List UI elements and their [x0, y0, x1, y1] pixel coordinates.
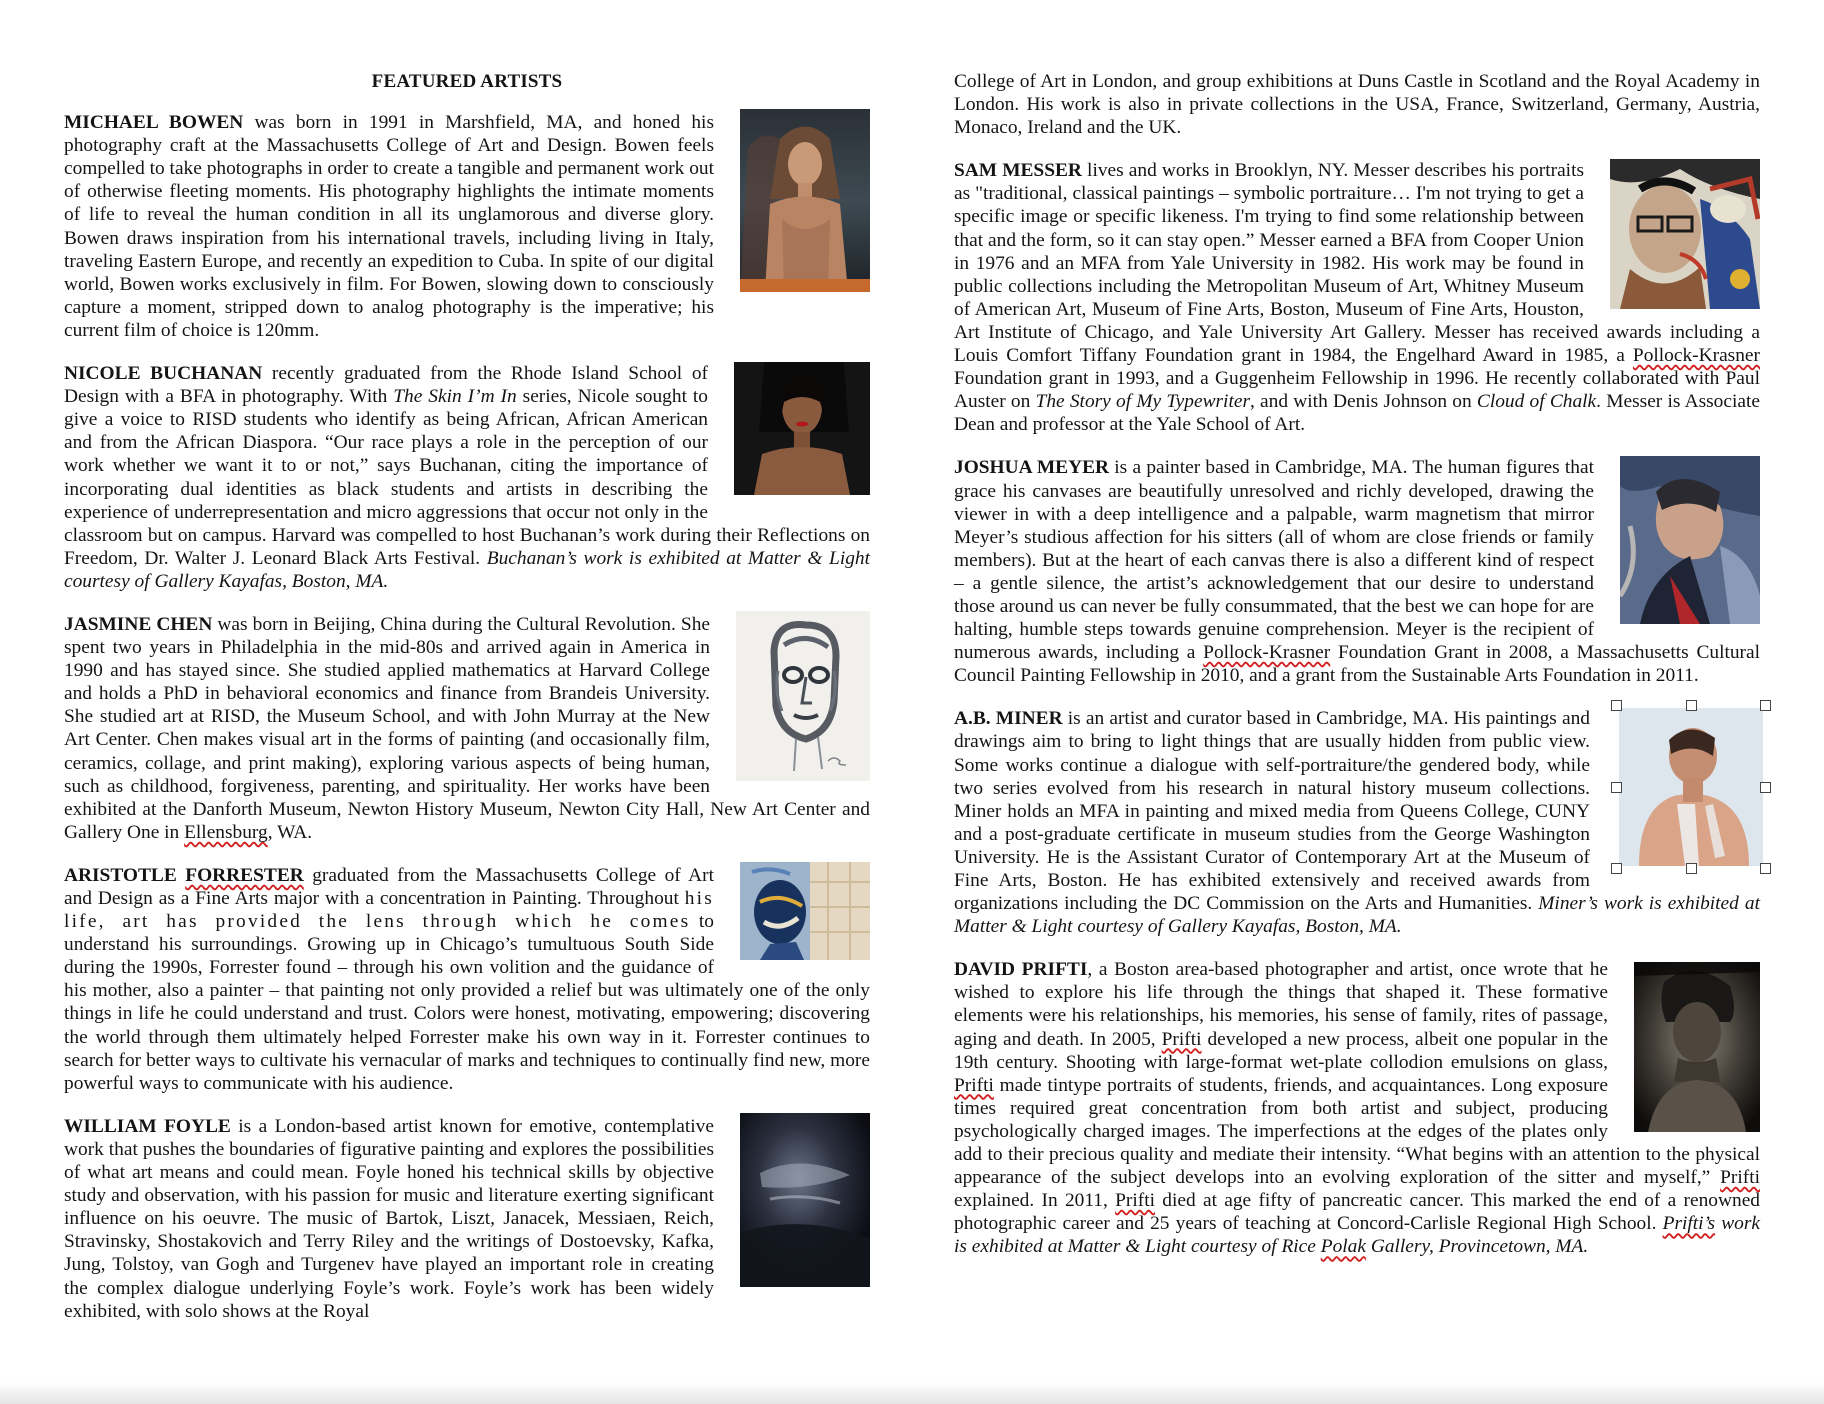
- artist-name-miner: A.B. MINER: [954, 708, 1063, 730]
- resize-handle-s[interactable]: [1686, 863, 1697, 874]
- bio-text-prifti-c: made tintype portraits of students, friends, and acquaintances. Long exposure times required great concentration from both artist and subject, producing psychologically charged images. The imperfections at the edges of the plates only add to their precious quality and mediate their intensity. “What begins with an attention to the physical appearance of the subject develops into an evolving exploration of the sitter and myself,”: [954, 1074, 1760, 1189]
- bio-text-forrester-a: graduated from the Massachusetts College of Art and Design as a Fine Arts major with a concentration in Painting. Throughout: [64, 864, 714, 909]
- bio-text-prifti-a: , a Boston area-based photographer and artist, once wrote that he wished to explore his life through the things that shaped it. These formative elements were his relationships, his memories, his sense of family, rites of passage, aging and death. In 2005,: [954, 959, 1609, 1050]
- bio-text-buchanan-b: series, Nicole sought to give a voice to RISD students who identify as being African, African American and from the African Diaspora. “Our race plays a role in the perception of our work whether we want it to or not,” says Buchanan, citing the importance of incorporating dual identities as black students and artists in describing the experience of underrepresentation and micro aggressions that occur not only in the classroom but on campus. Harvard was compelled to host Buchanan’s work during their Reflections on Freedom, Dr. Walter J. Leonard Black Arts Festival.: [64, 386, 870, 569]
- resize-handle-sw[interactable]: [1611, 863, 1622, 874]
- spellcheck-word-prifti-4[interactable]: Prifti: [1115, 1190, 1156, 1212]
- right-column: [954, 0, 1760, 1259]
- artist-name-buchanan: NICOLE BUCHANAN: [64, 363, 263, 385]
- artist-bio-miner: [954, 707, 1760, 938]
- resize-handle-ne[interactable]: [1760, 700, 1771, 711]
- photo-messer[interactable]: [1610, 159, 1760, 309]
- bio-text-meyer-b: Foundation Grant in 2008, a Massachusetts Cultural Council Painting Fellowship in 2010, and a grant from the Sustainable Arts Foundation in 2011.: [954, 642, 1760, 687]
- page-title: FEATURED ARTISTS: [371, 71, 563, 92]
- resize-handle-se[interactable]: [1760, 863, 1771, 874]
- spellcheck-word-pollock-krasner-2[interactable]: Pollock-Krasner: [1203, 642, 1331, 664]
- bio-text-forrester-b: to understand his surroundings. Growing up in Chicago’s tumultuous South Side during the 1990s, Forrester found – through his own volition and the guidance of his mother, also a painter – that painting not only provided a relief but was ultimately one of the only things in life he could understand and trust. Colors were honest, motivating, empowering; discovering the world through them ultimately helped Forrester make his own way in it. Forrester continues to search for better ways to cultivate his vernacular of marks and techniques to continually find new, more powerful ways to communicate with his audience.: [64, 911, 870, 1094]
- bio-text-chen-b: , WA.: [267, 821, 313, 843]
- bio-text-messer-b: Foundation grant in 1993, and a Guggenheim Fellowship in 1996. He recently collaborated with Paul Auster on: [954, 368, 1760, 413]
- photo-meyer[interactable]: [1620, 456, 1760, 624]
- artist-name-bowen: MICHAEL BOWEN: [64, 112, 244, 134]
- artist-bio-meyer: [954, 456, 1760, 687]
- book-title-cloud-of-chalk: Cloud of Chalk: [1476, 391, 1597, 413]
- artist-name-messer: SAM MESSER: [954, 160, 1082, 182]
- bio-text-foyle-continued: College of Art in London, and group exhibitions at Duns Castle in Scotland and the Royal Academy in London. His work is also in private collections in the USA, France, Switzerland, Germany, Austria, Monaco, Ireland and the UK.: [954, 71, 1760, 139]
- bio-text-bowen: was born in 1991 in Marshfield, MA, and honed his photography craft at the Massachusetts College of Art and Design. Bowen feels compelled to take photographs in order to create a tangible and permanent work out of otherwise fleeting moments. His photography highlights the intimate moments of life to reveal the human condition in all its unglamorous and diverse glory. Bowen draws inspiration from his international travels, including living in Italy, traveling Eastern Europe, and recently an expedition to Cuba. In spite of our digital world, Bowen works exclusively in film. For Bowen, slowing down to consciously capture a moment, stripped down to analog photography is the imperative; his current film of choice is 120mm.: [64, 112, 714, 341]
- artist-name-meyer: JOSHUA MEYER: [954, 457, 1110, 479]
- artist-name-chen: JASMINE CHEN: [64, 613, 213, 635]
- bio-text-chen-a: was born in Beijing, China during the Cultural Revolution. She spent two years in Philadelphia in the mid-80s and arrived again in America in 1990 and has stayed since. She studied applied mathematics at Harvard College and holds a PhD in behavioral economics and finance from Brandeis University. She studied art at RISD, the Museum School, and with John Murray at the New Art Center. Chen makes visual art in the forms of painting (and occasionally film, ceramics, collage, and print making), exploring various aspects of being human, such as childhood, forgiveness, parenting, and spirituality. Her works have been exhibited at the Danforth Museum, Newton History Museum, Newton City Hall, New Art Center and Gallery One in: [64, 613, 870, 843]
- bio-text-prifti-b: developed a new process, albeit one popular in the 19th century. Shooting with large-format wet-plate collodion emulsions on glass,: [954, 1028, 1609, 1073]
- credit-buchanan: Buchanan’s work is exhibited at Matter & Light courtesy of Gallery Kayafas, Boston, MA.: [64, 547, 870, 592]
- artist-name-foyle: WILLIAM FOYLE: [64, 1115, 231, 1137]
- spellcheck-word-forrester[interactable]: FORRESTER: [185, 864, 304, 886]
- bio-text-forrester-wide: his life, art has provided the lens through which he comes: [64, 888, 714, 933]
- left-column: [64, 0, 870, 1323]
- resize-handle-nw[interactable]: [1611, 700, 1622, 711]
- artist-bio-forrester: [64, 864, 870, 1095]
- photo-bowen[interactable]: [740, 109, 870, 292]
- artist-bio-messer: [954, 159, 1760, 436]
- series-title-buchanan: The Skin I’m In: [393, 386, 517, 408]
- photo-foyle[interactable]: [740, 1113, 870, 1287]
- page-bottom-edge: [0, 1382, 1824, 1404]
- artist-bio-buchanan: [64, 362, 870, 593]
- artist-bio-bowen: [64, 111, 870, 342]
- bio-text-prifti-d: explained. In 2011,: [954, 1190, 1116, 1212]
- photo-prifti[interactable]: [1634, 962, 1760, 1132]
- spellcheck-word-priftis[interactable]: Prifti’s: [1662, 1213, 1716, 1235]
- credit-prifti: Prifti’s work is exhibited at Matter & Light courtesy of Rice Polak Gallery, Provincetown, MA.: [954, 1213, 1760, 1258]
- bio-text-messer-d: . Messer is Associate Dean and professor at the Yale School of Art.: [954, 391, 1760, 436]
- resize-handle-n[interactable]: [1686, 700, 1697, 711]
- bio-text-meyer-a: is a painter based in Cambridge, MA. The human figures that grace his canvases are beautifully unresolved and richly developed, drawing the viewer in with a deep intelligence and a palpable, warm magnetism that mirror Meyer’s studious affection for his sitters (all of whom are close friends or family members). But at the heart of each canvas there is also a different kind of respect – a gentle silence, the artist’s acknowledgement that our desire to understand those around us can never be fully consummated, that the best we can hope for are halting, humble steps towards genuine comprehension. Meyer is the recipient of numerous awards, including a: [954, 457, 1594, 664]
- spellcheck-word-ellensburg[interactable]: Ellensburg: [184, 821, 268, 843]
- artist-bio-foyle-continued: [954, 70, 1760, 139]
- artist-name-forrester: ARISTOTLE FORRESTER: [64, 864, 304, 886]
- spellcheck-word-polak[interactable]: Polak: [1320, 1236, 1366, 1258]
- spellcheck-word-pollock-krasner[interactable]: Pollock-Krasner: [1632, 345, 1760, 367]
- photo-miner-selected[interactable]: [1616, 705, 1766, 869]
- spellcheck-word-prifti-1[interactable]: Prifti: [1161, 1028, 1202, 1050]
- artist-bio-prifti: [954, 958, 1760, 1258]
- bio-text-buchanan-a: recently graduated from the Rhode Island School of Design with a BFA in photography. With: [64, 363, 708, 408]
- bio-text-prifti-e: died at age fifty of pancreatic cancer. This marked the end of a renowned photographic career and 25 years of teaching at Concord-Carlisle Regional High School.: [954, 1190, 1760, 1235]
- resize-handle-e[interactable]: [1760, 782, 1771, 793]
- bio-text-miner: is an artist and curator based in Cambridge, MA. His paintings and drawings aim to bring to light things that are usually hidden from public view. Some works continue a dialogue with self-portraiture/the gendered body, while two series evolved from his research in natural history museum collections. Miner holds an MFA in painting and mixed media from Queens College, CUNY and a post-graduate certificate in museum studies from the George Washington University. He is the Assistant Curator of Contemporary Art at the Museum of Fine Arts, Boston. He has exhibited extensively and received awards from organizations including the DC Commission on the Arts and Humanities.: [954, 708, 1590, 915]
- artist-name-prifti: DAVID PRIFTI: [954, 959, 1088, 981]
- artist-bio-chen: [64, 613, 870, 844]
- book-title-story-of-my-typewriter: The Story of My Typewriter: [1035, 391, 1250, 413]
- artist-bio-foyle: [64, 1115, 870, 1323]
- bio-text-messer-a: lives and works in Brooklyn, NY. Messer describes his portraits as "traditional, classical paintings – symbolic portraiture… I'm not trying to get a specific image or specific likeness. I'm trying to find some relationship between that and the form, so it can stay open.” Messer earned a BFA from Cooper Union in 1976 and an MFA from Yale University in 1982. His work may be found in public collections including the Metropolitan Museum of Art, Whitney Museum of American Art, Museum of Fine Arts, Boston, Museum of Fine Arts, Houston, Art Institute of Chicago, and Yale University Art Gallery. Messer has received awards including a Louis Comfort Tiffany Foundation grant in 1984, the Engelhard Award in 1985, a: [954, 160, 1760, 367]
- bio-text-foyle: is a London-based artist known for emotive, contemplative work that pushes the boundaries of figurative painting and explores the possibilities of what art means and could mean. Foyle honed his technical skills by objective study and observation, with his passion for music and literature exerting significant influence on his oeuvre. The music of Bartok, Liszt, Janacek, Messiaen, Reich, Stravinsky, Shostakovich and Terry Riley and the writings of Dostoevsky, Kafka, Jung, Tolstoy, van Gogh and Turgenev have played an important role in creating the complex dialogue underlying Foyle’s work. Foyle’s work has been widely exhibited, with solo shows at the Royal: [64, 1115, 714, 1322]
- spellcheck-word-prifti-3[interactable]: Prifti: [1720, 1167, 1760, 1189]
- resize-handle-w[interactable]: [1611, 782, 1622, 793]
- credit-miner: Miner’s work is exhibited at Matter & Light courtesy of Gallery Kayafas, Boston, MA.: [954, 893, 1760, 938]
- photo-buchanan[interactable]: [734, 362, 870, 495]
- photo-chen[interactable]: [736, 611, 870, 781]
- photo-forrester[interactable]: [740, 862, 870, 960]
- spellcheck-word-prifti-2[interactable]: Prifti: [954, 1074, 994, 1096]
- bio-text-messer-c: , and with Denis Johnson on: [1249, 391, 1477, 413]
